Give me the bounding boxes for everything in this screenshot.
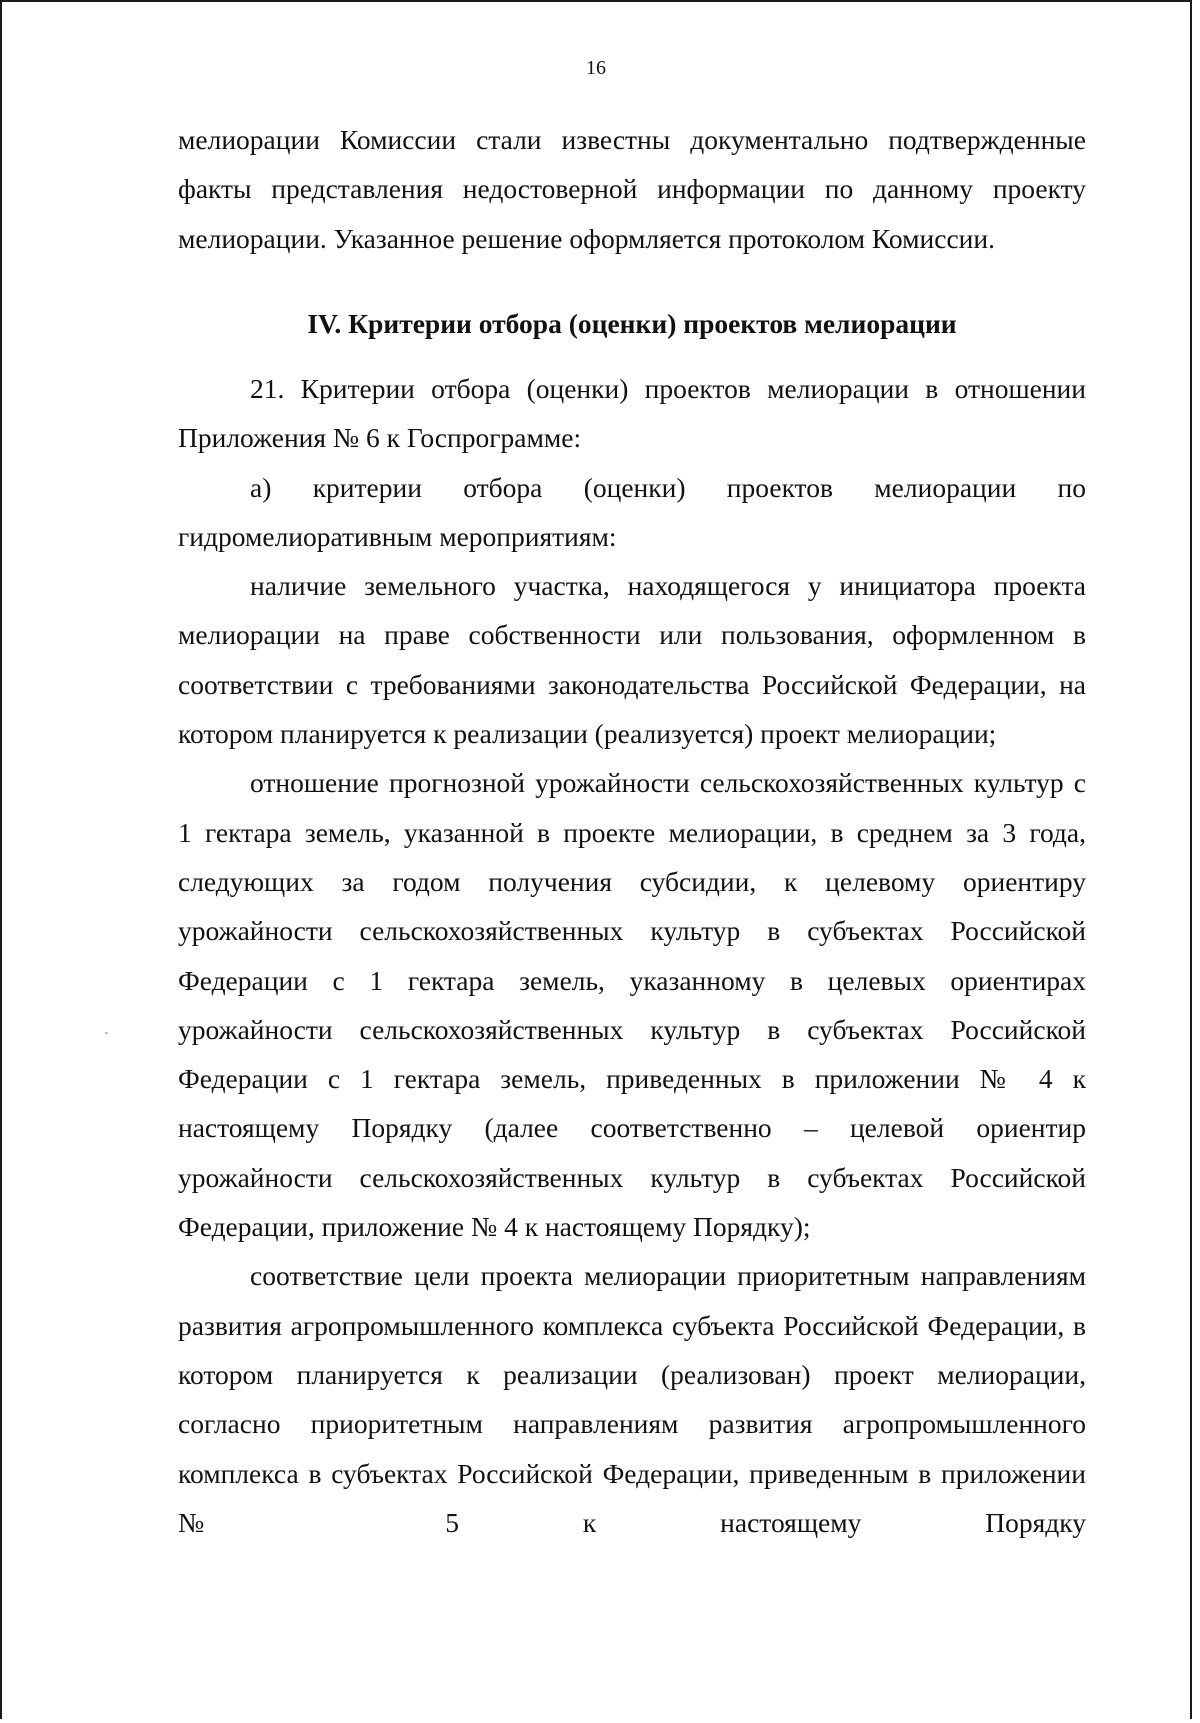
paragraph-criteria-a: а) критерии отбора (оценки) проектов мелиорации по гидромелиоративным мероприятиям: [178,471,1086,552]
section-heading: IV. Критерии отбора (оценки) проектов мелиорации [307,308,957,339]
criteria-block [178,364,1086,1547]
page-number: 16 [586,57,606,79]
scan-speck [105,1032,108,1034]
intro-block [178,115,1086,263]
paragraph-land-plot: наличие земельного участка, находящегося у инициатора проекта мелиорации на праве собственности или пользования, оформленном в соответствии с требованиями законодательства Российской Федерации, на котором планируется к реализации (реализуется) проект мелиорации; [178,570,1086,750]
paragraph-priority-directions: соответствие цели проекта мелиорации приоритетным направлениям развития агропромышленного комплекса субъекта Российской Федерации, в котором планируется к реализации (реализован) проект мелиорации, согласно приоритетным направлениям развития агропромышленного комплекса в субъектах Российской Федерации, приведенным в приложении № 5 к настоящему Порядку [178,1260,1086,1538]
paragraph-criteria-intro: 21. Критерии отбора (оценки) проектов мелиорации в отношении Приложения № 6 к Госпрограмме: [178,373,1086,454]
section-heading-block [178,299,1086,348]
paragraph-yield-ratio: отношение прогнозной урожайности сельскохозяйственных культур с 1 гектара земель, указанной в проекте мелиорации, в среднем за 3 года, следующих за годом получения субсидии, к целевому ориентиру урожайности сельскохозяйственных культур в субъектах Российской Федерации с 1 гектара земель, указанному в целевых ориентирах урожайности сельскохозяйственных культур в субъектах Российской Федерации с 1 гектара земель, приведенных в приложении № 4 к настоящему Порядку (далее соответственно – целевой ориентир урожайности сельскохозяйственных культур в субъектах Российской Федерации, приложение № 4 к настоящему Порядку); [178,767,1086,1243]
intro-paragraph: мелиорации Комиссии стали известны документально подтвержденные факты представления недостоверной информации по данному проекту мелиорации. Указанное решение оформляется протоколом Комиссии. [178,124,1086,254]
